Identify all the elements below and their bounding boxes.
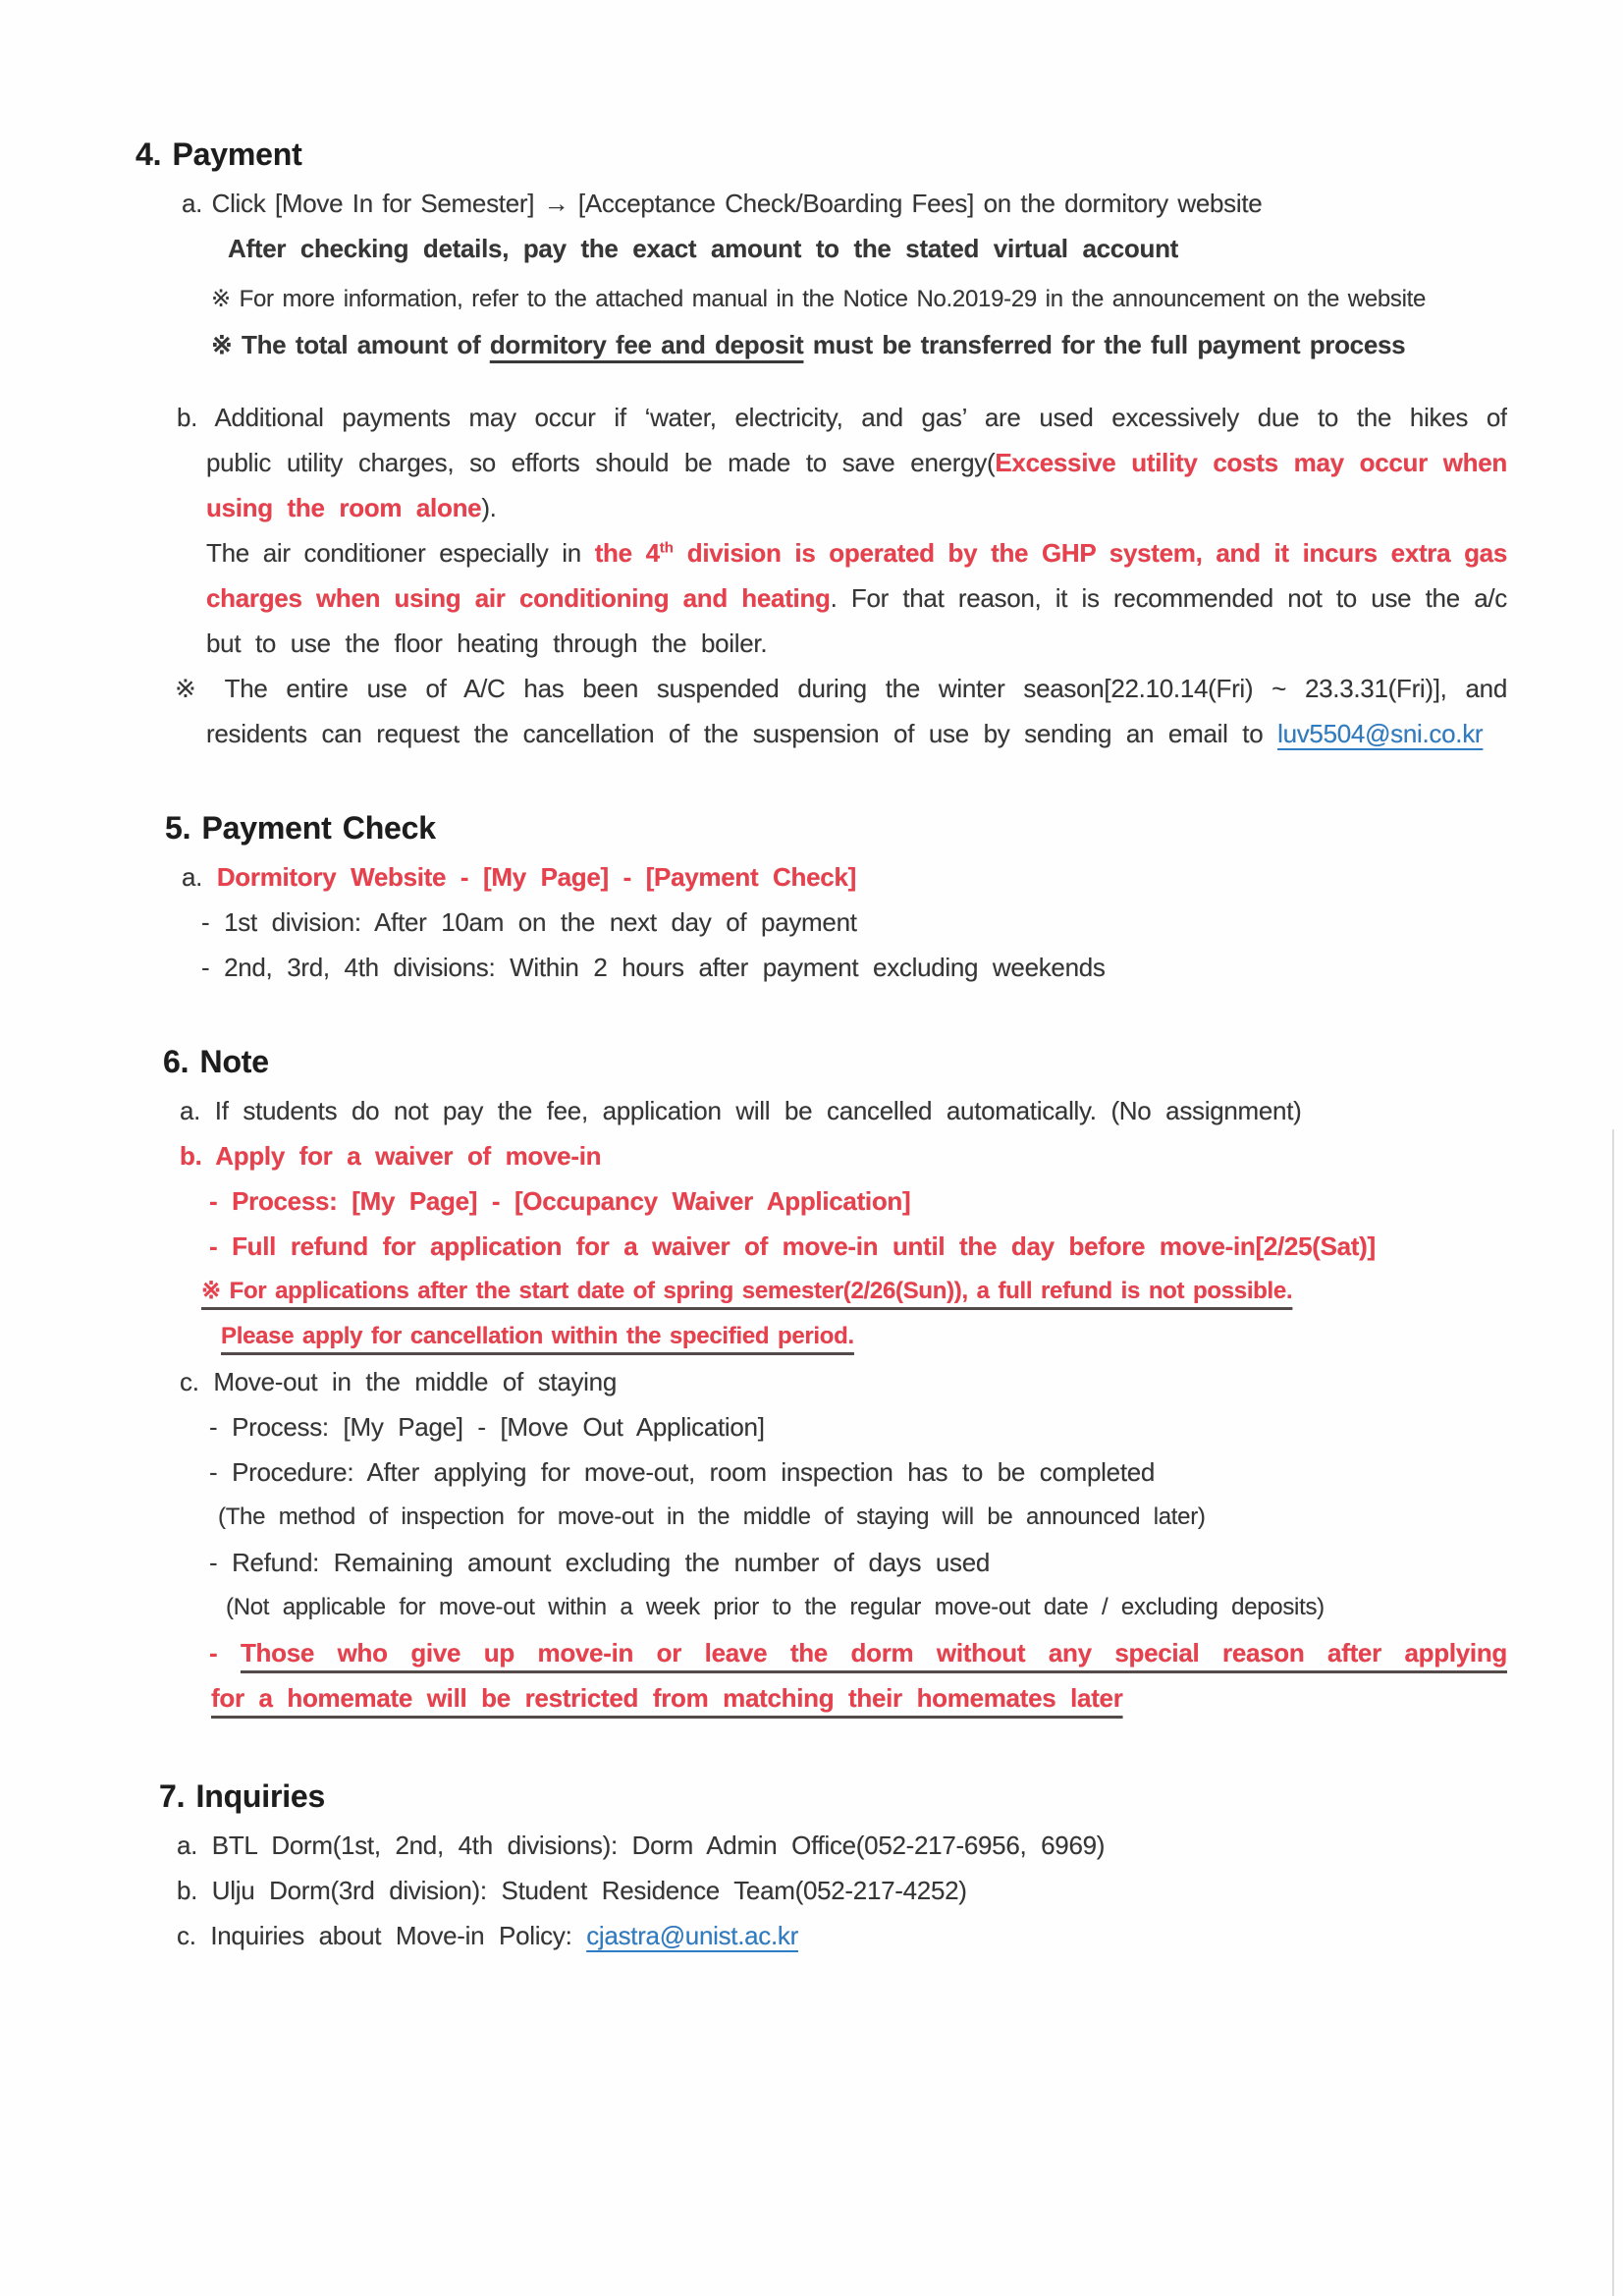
- text-segment: b. Ulju Dorm(3rd division): Student Residence Team(052-217-4252): [177, 1876, 967, 1905]
- text-segment: ※ The entire use of A/C has been suspended during the winter season[22.10.14(Fri) ~ 23.3.31(Fri)], and: [175, 674, 1507, 703]
- payment-check-1st-division: [0, 900, 1507, 945]
- payment-item-b-line3: [0, 485, 1507, 530]
- text-segment: ).: [481, 493, 497, 522]
- payment-note-ac-suspended: [0, 666, 1507, 711]
- note-moveout-refund: [0, 1540, 1507, 1585]
- section-5-payment-check-heading: [0, 801, 1507, 854]
- text-segment: 5. Payment Check: [165, 810, 436, 846]
- text-segment: a. BTL Dorm(1st, 2nd, 4th divisions): Dorm Admin Office(052-217-6956, 6969): [177, 1831, 1106, 1860]
- text-segment: Dormitory Website - [My Page] - [Payment Check]: [216, 862, 856, 892]
- text-segment: -: [209, 1638, 241, 1667]
- note-item-c-moveout: [0, 1359, 1507, 1404]
- note-waiver-refund-warning-line1: [0, 1269, 1507, 1314]
- payment-item-b-line4: [0, 530, 1507, 575]
- text-segment: a. Click [Move In for Semester] → [Acceptance Check/Boarding Fees] on the dormitory website: [182, 189, 1263, 218]
- text-segment: 6. Note: [163, 1044, 269, 1079]
- note-waiver-process: [0, 1178, 1507, 1224]
- text-segment: - Full refund for application for a waiver of move-in until the day before move-in[2/25(Sat)]: [209, 1231, 1376, 1261]
- text-segment: but to use the floor heating through the boiler.: [206, 629, 768, 658]
- payment-check-item-a: [0, 854, 1507, 900]
- text-segment: ※ The total amount of: [211, 330, 490, 359]
- text-segment: . For that reason, it is recommended not to use the a/c: [830, 583, 1507, 613]
- note-homemate-restriction-line2: [0, 1675, 1507, 1721]
- payment-note-manual: [0, 277, 1507, 322]
- text-segment: division is operated by the GHP system, and it incurs extra gas: [673, 538, 1507, 568]
- text-segment: 7. Inquiries: [159, 1778, 326, 1814]
- text-segment: Please apply for cancellation within the specified period.: [221, 1323, 854, 1349]
- scan-edge-artifact: [1612, 1129, 1614, 2296]
- text-segment: a. If students do not pay the fee, application will be cancelled automatically. (No assignment): [180, 1096, 1302, 1125]
- text-segment: b. Apply for a waiver of move-in: [180, 1141, 602, 1171]
- text-segment: a.: [182, 862, 217, 892]
- note-moveout-inspection-method: [0, 1495, 1507, 1540]
- text-segment: using the room alone: [206, 493, 482, 522]
- inquiries-movein-policy: [0, 1913, 1507, 1958]
- text-segment: ※ For applications after the start date of spring semester(2/26(Sun)), a full refund is not possible.: [201, 1278, 1293, 1304]
- text-segment: must be transferred for the full payment process: [803, 330, 1406, 359]
- text-segment: Excessive utility costs may occur when: [995, 448, 1507, 477]
- text-segment: public utility charges, so efforts should be made to save energy(: [206, 448, 996, 477]
- payment-item-b-line6: [0, 621, 1507, 666]
- inquiries-ulju-dorm: [0, 1868, 1507, 1913]
- text-segment: c. Inquiries about Move-in Policy:: [177, 1921, 587, 1950]
- payment-item-b-line2: [0, 440, 1507, 485]
- email-link-sni[interactable]: luv5504@sni.co.kr: [1277, 719, 1484, 748]
- text-segment: - Process: [My Page] - [Move Out Application]: [209, 1412, 765, 1442]
- text-segment: - Refund: Remaining amount excluding the number of days used: [209, 1548, 991, 1577]
- payment-item-b-line5: [0, 575, 1507, 621]
- text-segment: residents can request the cancellation of the suspension of use by sending an email to: [206, 719, 1278, 748]
- text-segment: b. Additional payments may occur if ‘water, electricity, and gas’ are used excessively due to the hikes of: [177, 403, 1507, 432]
- payment-item-a: [0, 181, 1507, 226]
- text-segment: (The method of inspection for move-out in the middle of staying will be announced later): [218, 1503, 1206, 1530]
- text-segment: 4. Payment: [135, 137, 302, 172]
- note-item-a: [0, 1088, 1507, 1133]
- text-segment: - 1st division: After 10am on the next day of payment: [201, 907, 857, 937]
- note-moveout-procedure: [0, 1449, 1507, 1495]
- note-item-b-waiver: [0, 1133, 1507, 1178]
- note-waiver-full-refund: [0, 1224, 1507, 1269]
- text-segment: charges when using air conditioning and heating: [206, 583, 831, 613]
- text-segment: (Not applicable for move-out within a week prior to the regular move-out date / excluding deposits): [226, 1594, 1325, 1620]
- text-segment: for a homemate will be restricted from matching their homemates later: [211, 1683, 1123, 1713]
- text-segment: Those who give up move-in or leave the dorm without any special reason after applying: [240, 1638, 1507, 1667]
- text-segment: - Process: [My Page] - [Occupancy Waiver Application]: [209, 1186, 911, 1216]
- document-content: [0, 128, 1507, 1958]
- text-segment: After checking details, pay the exact amount to the stated virtual account: [228, 234, 1179, 263]
- payment-item-a-bold-note: [0, 226, 1507, 271]
- note-homemate-restriction-line1: [0, 1630, 1507, 1675]
- note-moveout-process: [0, 1404, 1507, 1449]
- text-segment: ※ For more information, refer to the attached manual in the Notice No.2019-29 in the announcement on the website: [211, 286, 1427, 312]
- section-6-note-heading: [0, 1035, 1507, 1088]
- text-segment: - 2nd, 3rd, 4th divisions: Within 2 hours after payment excluding weekends: [201, 953, 1106, 982]
- payment-check-other-divisions: [0, 945, 1507, 990]
- payment-note-total-amount: [0, 322, 1507, 367]
- payment-note-ac-email: [0, 711, 1507, 756]
- text-segment: c. Move-out in the middle of staying: [180, 1367, 617, 1396]
- note-waiver-refund-warning-line2: [0, 1314, 1507, 1359]
- text-segment: - Procedure: After applying for move-out, room inspection has to be completed: [209, 1457, 1156, 1487]
- text-segment: The air conditioner especially in: [206, 538, 595, 568]
- text-segment: th: [659, 539, 674, 557]
- text-segment: dormitory fee and deposit: [489, 330, 804, 359]
- inquiries-btl-dorm: [0, 1823, 1507, 1868]
- text-segment: the 4: [594, 538, 660, 568]
- payment-item-b-line1: [0, 395, 1507, 440]
- note-moveout-refund-exception: [0, 1585, 1507, 1630]
- section-4-payment-heading: [0, 128, 1507, 181]
- email-link-unist[interactable]: cjastra@unist.ac.kr: [586, 1921, 798, 1950]
- section-7-inquiries-heading: [0, 1770, 1507, 1823]
